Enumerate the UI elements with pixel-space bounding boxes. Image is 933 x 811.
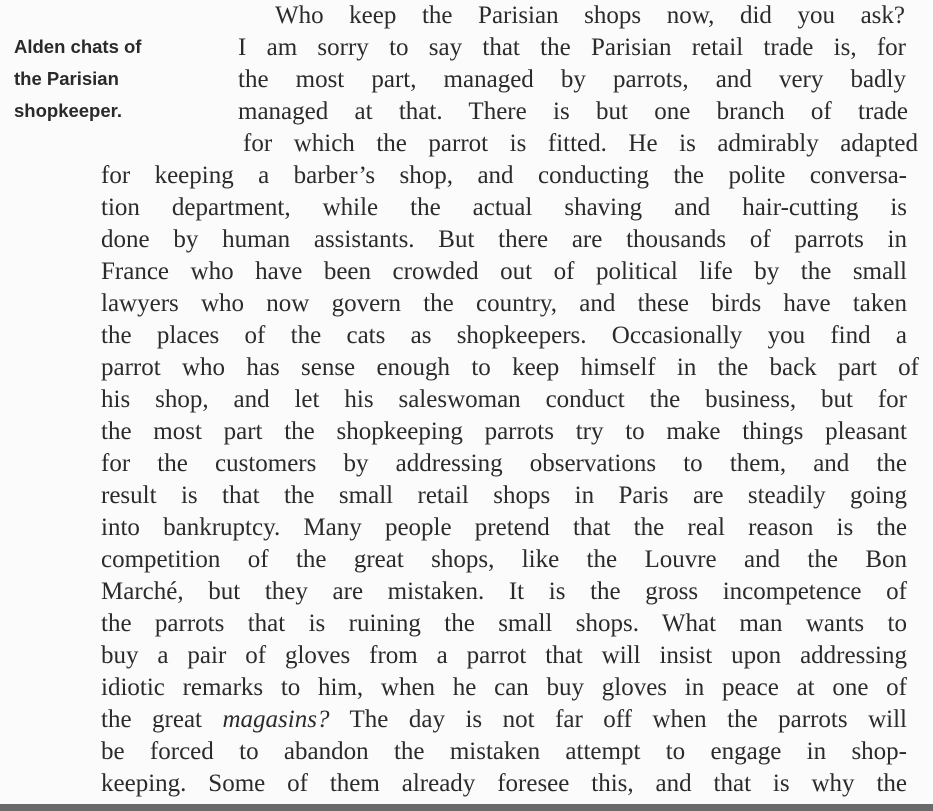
body-line-text: Marché, but they are mistaken. It is the gross incompetence of (101, 578, 907, 605)
body-line-text: idiotic remarks to him, when he can buy gloves in peace at one of (101, 674, 907, 701)
margin-note-line: shopkeeper. (14, 100, 122, 121)
body-line-text: the parrots that is ruining the small shops. What man wants to (101, 610, 907, 637)
body-line (101, 288, 907, 320)
body-line-text: parrot who has sense enough to keep himself in the back part of (101, 354, 919, 381)
body-line (101, 160, 907, 192)
body-line-text: France who have been crowded out of political life by the small (101, 258, 907, 285)
body-line-text: the places of the cats as shopkeepers. Occasionally you find a (101, 322, 907, 349)
body-line (101, 256, 907, 288)
body-line (243, 128, 918, 160)
body-line (238, 96, 908, 128)
margin-note (14, 31, 214, 127)
body-line (101, 416, 907, 448)
body-line (101, 640, 907, 672)
body-line-text: for which the parrot is fitted. He is admirably adapted (243, 130, 918, 157)
body-line-text: the great (101, 706, 223, 733)
body-line-text: result is that the small retail shops in Paris are steadily going (101, 482, 907, 509)
body-line (101, 224, 907, 256)
body-line-text: managed at that. There is but one branch of trade (238, 98, 908, 125)
body-line (101, 576, 907, 608)
body-line (238, 64, 906, 96)
body-line-text: competition of the great shops, like the Louvre and the Bon (101, 546, 907, 573)
body-line (101, 672, 907, 704)
body-line (101, 768, 907, 800)
body-line-text: the most part, managed by parrots, and very badly (238, 66, 906, 93)
body-line (101, 544, 907, 576)
body-line (101, 480, 907, 512)
body-line (238, 32, 906, 64)
body-line-text: be forced to abandon the mistaken attempt to engage in shop- (101, 738, 907, 765)
body-line-text: into bankruptcy. Many people pretend that the real reason is the (101, 514, 907, 541)
body-line (101, 736, 907, 768)
body-line-text: The day is not far off when the parrots will (329, 706, 907, 733)
body-line (101, 352, 919, 384)
body-line (101, 384, 907, 416)
body-line-text: his shop, and let his saleswoman conduct the business, but for (101, 386, 907, 413)
body-line-text: Who keep the Parisian shops now, did you ask? (275, 2, 905, 29)
body-line-text: for the customers by addressing observations to them, and the (101, 450, 907, 477)
body-line (275, 0, 905, 32)
body-line (101, 320, 907, 352)
body-line-text: the most part the shopkeeping parrots try to make things pleasant (101, 418, 907, 445)
margin-note-line: the Parisian (14, 68, 119, 89)
body-line (101, 448, 907, 480)
body-line-text: keeping. Some of them already foresee this, and that is why the (101, 770, 907, 797)
body-line-text: tion department, while the actual shaving and hair-cutting is (101, 194, 907, 221)
margin-note-line: Alden chats of (14, 36, 142, 57)
body-line-text: lawyers who now govern the country, and these birds have taken (101, 290, 907, 317)
body-line (101, 704, 907, 736)
body-line-text: for keeping a barber’s shop, and conducting the polite conversa- (101, 162, 907, 189)
body-line-text: buy a pair of gloves from a parrot that will insist upon addressing (101, 642, 907, 669)
bottom-edge-bar (0, 804, 933, 811)
body-line (101, 512, 907, 544)
body-line-text: I am sorry to say that the Parisian retail trade is, for (238, 34, 906, 61)
body-line (101, 192, 907, 224)
body-line-text: done by human assistants. But there are thousands of parrots in (101, 226, 907, 253)
body-line (101, 608, 907, 640)
italic-term: magasins? (222, 706, 330, 733)
